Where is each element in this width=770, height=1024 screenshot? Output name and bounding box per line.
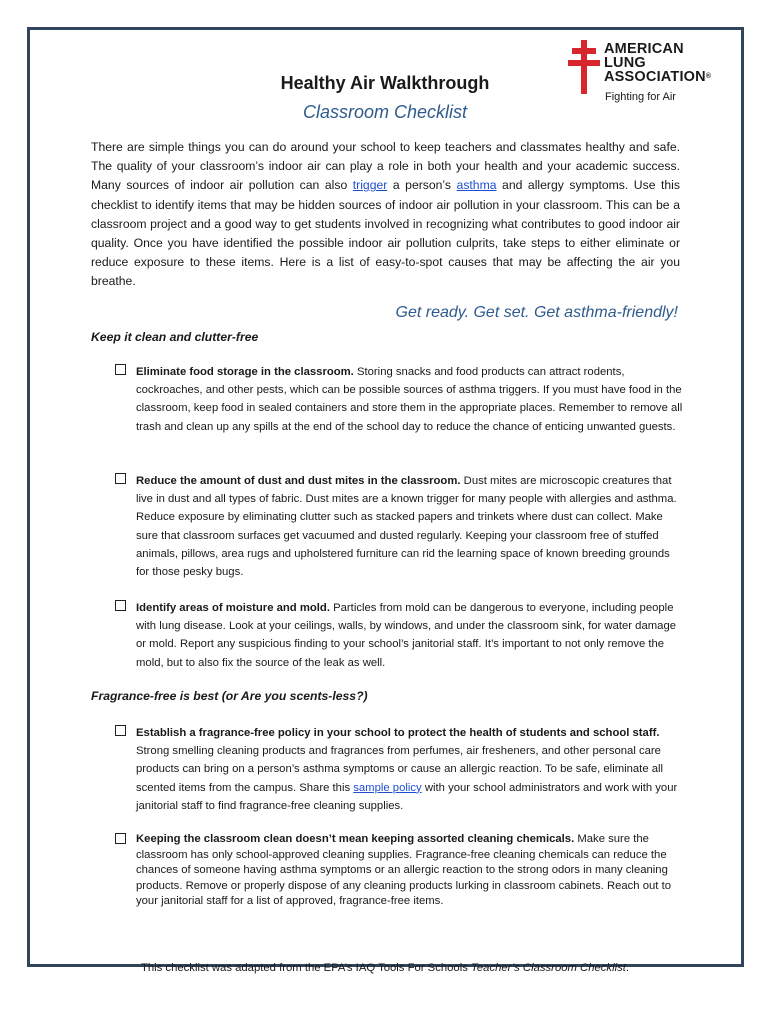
logo-tagline: Fighting for Air [605, 91, 676, 103]
asthma-link[interactable]: asthma [456, 178, 497, 193]
checklist-item-dust-mites [115, 472, 685, 581]
section-heading-clean: Keep it clean and clutter-free [91, 330, 259, 344]
checklist-item-cleaning-chemicals [115, 832, 685, 910]
trigger-link[interactable]: trigger [352, 178, 388, 193]
checkbox[interactable] [115, 364, 126, 375]
asthma-friendly-tagline: Get ready. Get set. Get asthma-friendly! [395, 304, 678, 321]
logo-line-3: ASSOCIATION® [604, 69, 712, 85]
page-subtitle: Classroom Checklist [302, 102, 468, 122]
checklist-item-text: Eliminate food storage in the classroom. Storing snacks and food products can attract rodents, cockroaches, and other pests, which can be possible sources of asthma triggers. If you must have food in the classroom, keep food in sealed containers and store them in the appropriate places. Remember to remove all trash and clean up any spills at the end of the school day to reduce the chance of enticing unwanted guests. [136, 366, 683, 433]
checklist-item-text: Identify areas of moisture and mold. Particles from mold can be dangerous to everyone, including people with lung disease. Look at your ceilings, walls, by windows, and under the classroom sink, for water damage or mold. Report any suspicious finding to your school’s janitorial staff. It’s important to not only remove the mold, but to also fix the source of the leak as well. [136, 602, 677, 669]
footer-note: This checklist was adapted from the EPA’s IAQ Tools For Schools Teacher’s Classroom Checklist. [140, 962, 630, 974]
checkbox[interactable] [115, 725, 126, 736]
sample-policy-link[interactable]: sample policy [353, 781, 422, 794]
checklist-item-food-storage [115, 363, 685, 436]
intro-paragraph: There are simple things you can do around your school to keep teachers and classmates healthy and safe. The quality of your classroom’s indoor air can play a role in both your health and your academic success. Many sources of indoor air pollution can also trigger a person’s asthma and allergy symptoms. Use this checklist to identify items that may be hidden sources of indoor air pollution in your classroom. This can be a classroom project and a good way to get students involved in recognizing what contributes to good indoor air quality. Once you have identified the possible indoor air pollution culprits, take steps to either eliminate or reduce exposure to these items. Here is a list of easy-to-spot causes that may be affecting the air you breathe. [91, 140, 680, 289]
checklist-item-fragrance-policy [115, 724, 685, 815]
checkbox[interactable] [115, 600, 126, 611]
checkbox[interactable] [115, 473, 126, 484]
checklist-item-text: Establish a fragrance-free policy in your school to protect the health of students and school staff. Strong smelling cleaning products and fragrances from perfumes, air fresheners, and other personal care products can bring on a person’s asthma symptoms or cause an allergic reaction. To be safe, eliminate all scented items from the campus. Share this sample policy with your school administrators and work with your janitorial staff to find fragrance-free cleaning supplies. [136, 727, 678, 812]
checkbox[interactable] [115, 833, 126, 844]
page-title: Healthy Air Walkthrough [280, 73, 490, 93]
section-heading-fragrance: Fragrance-free is best (or Are you scents-less?) [91, 689, 368, 703]
checklist-item-text: Keeping the classroom clean doesn’t mean keeping assorted cleaning chemicals. Make sure the classroom has only school-approved cleaning supplies. Fragrance-free cleaning chemicals can reduce the chances of someone having asthma symptoms or an allergic reaction to the strong odors in many cleaning products. Remove or properly dispose of any cleaning products lurking in classroom cabinets. Reach out to your janitorial staff for a list of approved, fragrance-free items. [136, 833, 671, 908]
logo-line-2: LUNG [604, 55, 646, 71]
checklist-item-text: Reduce the amount of dust and dust mites in the classroom. Dust mites are microscopic creatures that live in dust and all types of fabric. Dust mites are a known trigger for many people with allergies and asthma. Reduce exposure by eliminating clutter such as stacked papers and trinkets where dust can collect. Make sure that classroom surfaces get vacuumed and dusted regularly. Keeping your classroom free of stuffed animals, pillows, area rugs and upholstered furniture can rid the learning space of known breeding grounds for those pesky bugs. [136, 475, 677, 579]
checklist-item-moisture-mold [115, 599, 685, 672]
logo-line-1: AMERICAN [604, 41, 684, 57]
